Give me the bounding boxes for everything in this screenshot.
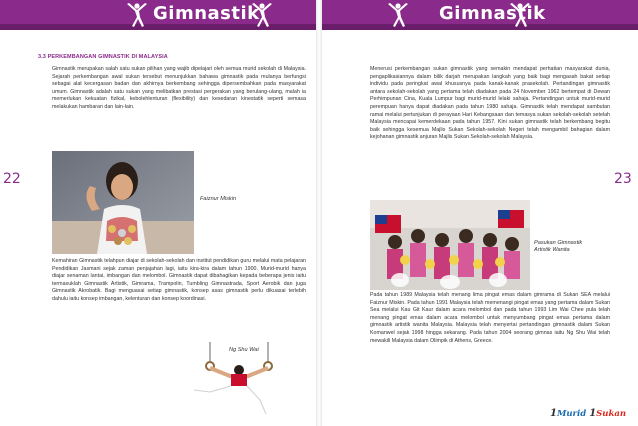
page-gutter bbox=[316, 0, 322, 426]
page-number-left: 22 bbox=[3, 171, 21, 187]
logo-word-sukan: Sukan bbox=[596, 409, 627, 419]
caption-ng-shu-wai: Ng Shu Wai bbox=[229, 347, 259, 353]
photo-gymnast-medals bbox=[52, 151, 194, 254]
logo-number: 1 bbox=[550, 408, 557, 419]
footer-logo bbox=[550, 408, 626, 419]
caption-team: Pasukan Gimnastik Artistik Wanita bbox=[534, 240, 583, 253]
gymnast-icon bbox=[125, 2, 149, 28]
paragraph-skills: Kemahiran Gimnastik telahpun diajar di sekolah-sekolah dan institut pendidikan guru melalui mata pelajaran Pendidikan Jasmani sejak zaman penjajahan lagi, iaitu kira-kira dalam tahun 1900. Murid-murid hanya diajar senaman lantai, imbangan dan melombol. Gimnastik dapat dibahagikan kepada beberapa jenis iaitu termasuklah Gimnastik Artistik, Gimrama, Trampolin, Tumbling Gimnastrada, Sport Aerobik dan juga Gimnastik Akrobatik. Bagi menguasai setiap gimnastik, konsep asas gimnastik perlu dikuasai terlebih dahulu iaitu konsep imbangan, kelenturan dan konsep koordinasi. bbox=[52, 258, 306, 302]
page-title-right: Gimnastik bbox=[439, 3, 546, 24]
page-title-left: Gimnastik bbox=[153, 3, 260, 24]
photo-gymnastics-team bbox=[370, 200, 530, 290]
gymnast-icon bbox=[386, 2, 410, 28]
caption-faiznur: Faiznur Miskin bbox=[200, 196, 237, 202]
logo-word-murid: Murid bbox=[556, 409, 587, 419]
section-heading: 3.3 PERKEMBANGAN GIMNASTIK DI MALAYSIA bbox=[38, 54, 168, 60]
paragraph-history: Menerusi perkembangan sukan gimnastik yang semakin mendapat perhatian masyarakat dunia, pengaplikasiannya dalam bilik darjah merupakan langkah yang baik bagi mengasah bakat setiap individu pada peringkat awal khususnya pada kanak-kanak prasekolah. Pertandingan gimnastik antara sekolah-sekolah yang pertama telah diadakan pada 24 November 1962 bertempat di Dewan Perhimpunan Cina, Kuala Lumpur bagi murid-murid lelaki sahaja. Pertandingan untuk murid-murid perempuan hanya dapat diadakan pada tahun 1980 sahaja. Gimnastik telah mendapat sambutan ramai melalui pertunjukan di perayaan Hari Kebangsaan dan temasya sukan sekolah-sekolah setelah Malaysia mencapai kemerdekaan pada tahun 1957. Kini sukan gimnastik telah berkembang begitu baik sehingga kesemua Majlis Sukan Sekolah-sekolah Negeri telah mengambil bahagian dalam kejohanan gimnastik anjuran Majlis Sukan Sekolah-sekolah Malaysia. bbox=[370, 66, 610, 141]
page-number-right: 23 bbox=[614, 171, 632, 187]
paragraph-achievements: Pada tahun 1989 Malaysia telah menang lima pingat emas dalam gimrama di Sukan SEA melalui Faiznur Miskin. Pada tahun 1991 Malaysia telah memenangi pingat emas yang pertama dalam Sukan Sea melalui Kau Git Kaur dalam acara melombol dan pada tahun 1993 Lim Wai Chee pula telah menang pingat emas dalam acara melombol untuk menyumbang pingat emas pertama dalam gimnastik artistik wanita Malaysia. Malaysia telah menyertai pertandingan gimnastik dalam Sukan Komanwel sejak 1998 hingga sekarang. Pada tahun 2004 seorang gimnas iaitu Ng Shu Wai telah mewakili Malaysia dalam Olimpik di Athens, Greece. bbox=[370, 292, 610, 344]
paragraph-intro: Gimnastik merupakan salah satu sukan pilihan yang wajib dipelajari oleh semua murid sekolah di Malaysia. Sejarah perkembangan awal sukan tersebut menunjukkan bahawa gimnastik pada mulanya berfungsi sebagai alat kecergasan badan dan akhirnya berkembang sehingga dipersembahkan pada masyarakat umum. Gimnastik adalah satu sukan yang melibatkan prestasi pergerakan yang berulang-ulang, malah ia memerlukan kekuatan fizikal, kebolehlenturan (flexibility) dan kesedaran kinestatik seperti semasa melakukan hambaran dan lain-lain. bbox=[52, 66, 306, 110]
logo-number: 1 bbox=[589, 408, 597, 419]
